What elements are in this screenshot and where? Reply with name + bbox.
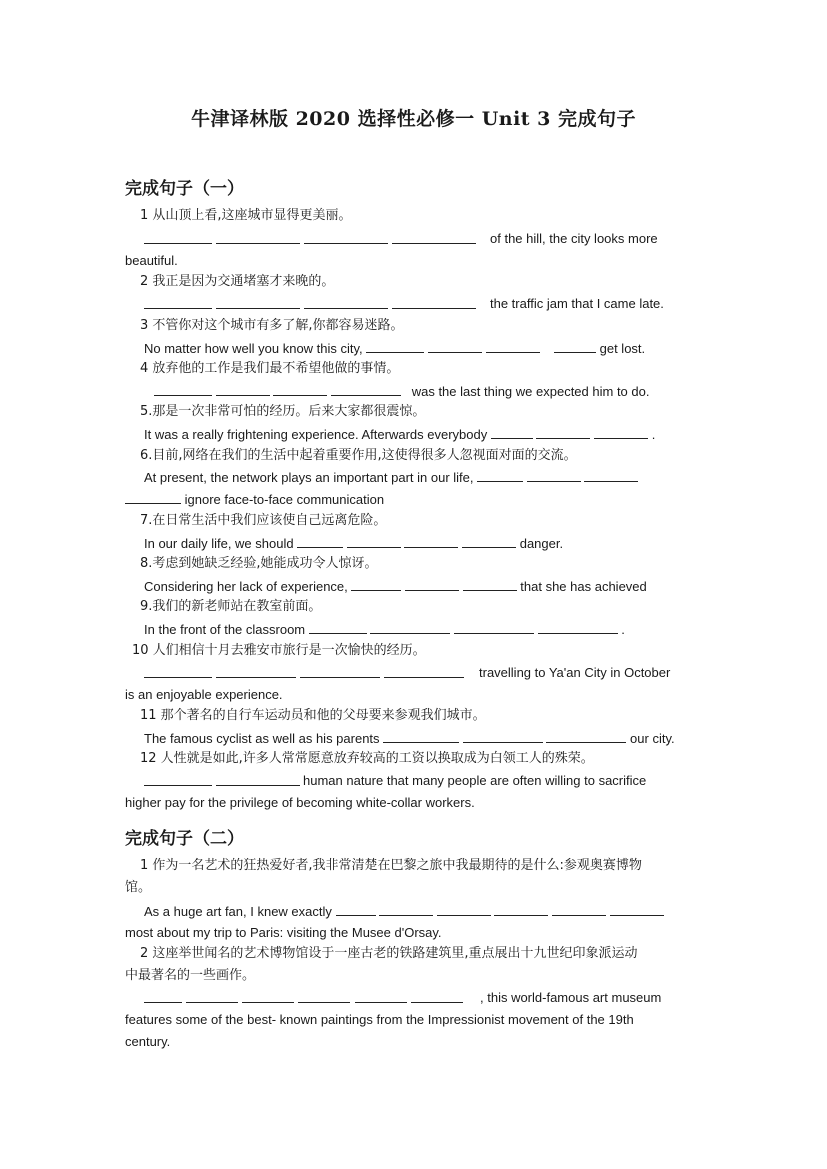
- sentence-en: In our daily life, we should danger.: [144, 536, 564, 551]
- sentence-zh: 9.我们的新老师站在教室前面。: [140, 599, 322, 614]
- answer-blanks: [144, 296, 476, 314]
- sentence-en: human nature that many people are often willing to sacrifice: [303, 773, 647, 788]
- answer-blanks: [144, 665, 464, 683]
- sentence-zh: 1 作为一名艺术的狂热爱好者,我非常清楚在巴黎之旅中我最期待的是什么:参观奥赛博物: [140, 858, 642, 873]
- sentence-en-cont: features some of the best- known paintings from the Impressionist movement of the 19th: [125, 1012, 634, 1027]
- section-heading-2: 完成句子（二）: [125, 829, 244, 849]
- sentence-zh: 2 我正是因为交通堵塞才来晚的。: [140, 274, 335, 289]
- sentence-zh-cont: 中最著名的一些画作。: [125, 968, 256, 983]
- sentence-en: It was a really frightening experience. Afterwards everybody .: [144, 427, 656, 442]
- sentence-en-cont: most about my trip to Paris: visiting the Musee d'Orsay.: [125, 925, 442, 940]
- sentence-zh: 4 放弃他的工作是我们最不希望他做的事情。: [140, 361, 400, 376]
- answer-blanks: [144, 231, 476, 249]
- sentence-zh: 6.目前,网络在我们的生活中起着重要作用,这使得很多人忽视面对面的交流。: [140, 448, 577, 463]
- sentence-zh: 2 这座举世闻名的艺术博物馆设于一座古老的铁路建筑里,重点展出十九世纪印象派运动: [140, 946, 638, 961]
- sentence-zh: 10 人们相信十月去雅安市旅行是一次愉快的经历。: [132, 643, 426, 658]
- page-title: 牛津译林版 2020 选择性必修一 Unit 3 完成句子: [190, 108, 637, 130]
- sentence-zh: 5.那是一次非常可怕的经历。后来大家都很震惊。: [140, 404, 426, 419]
- sentence-en-cont: beautiful.: [125, 253, 178, 268]
- sentence-en: The famous cyclist as well as his parents our city.: [144, 731, 675, 746]
- sentence-en: of the hill, the city looks more: [490, 231, 658, 246]
- sentence-en: was the last thing we expected him to do.: [154, 383, 649, 400]
- sentence-zh: 1 从山顶上看,这座城市显得更美丽。: [140, 208, 352, 223]
- sentence-zh: 7.在日常生活中我们应该使自己远离危险。: [140, 513, 387, 528]
- sentence-en: No matter how well you know this city, get lost.: [144, 341, 646, 356]
- sentence-en-cont: century.: [125, 1034, 171, 1049]
- sentence-zh-cont: 馆。: [125, 880, 152, 895]
- answer-blanks: [144, 990, 463, 1008]
- sentence-en: the traffic jam that I came late.: [490, 296, 664, 311]
- sentence-en: travelling to Ya'an City in October: [479, 665, 671, 680]
- sentence-en: Considering her lack of experience, that she has achieved: [144, 579, 647, 594]
- sentence-en: In the front of the classroom .: [144, 622, 625, 637]
- sentence-en-cont: ignore face-to-face communication: [125, 491, 384, 508]
- sentence-en: As a huge art fan, I knew exactly: [144, 903, 664, 920]
- answer-blanks: [144, 773, 300, 791]
- sentence-zh: 8.考虑到她缺乏经验,她能成功令人惊讶。: [140, 556, 378, 571]
- sentence-en: , this world-famous art museum: [480, 990, 662, 1005]
- sentence-en-cont: higher pay for the privilege of becoming white-collar workers.: [125, 795, 475, 810]
- section-heading-1: 完成句子（一）: [125, 179, 244, 199]
- sentence-zh: 11 那个著名的自行车运动员和他的父母要来参观我们城市。: [140, 708, 486, 723]
- sentence-zh: 3 不管你对这个城市有多了解,你都容易迷路。: [140, 318, 404, 333]
- sentence-zh: 12 人性就是如此,许多人常常愿意放弃较高的工资以换取成为白领工人的殊荣。: [140, 751, 594, 766]
- sentence-en: At present, the network plays an important part in our life,: [144, 469, 638, 486]
- sentence-en-cont: is an enjoyable experience.: [125, 687, 283, 702]
